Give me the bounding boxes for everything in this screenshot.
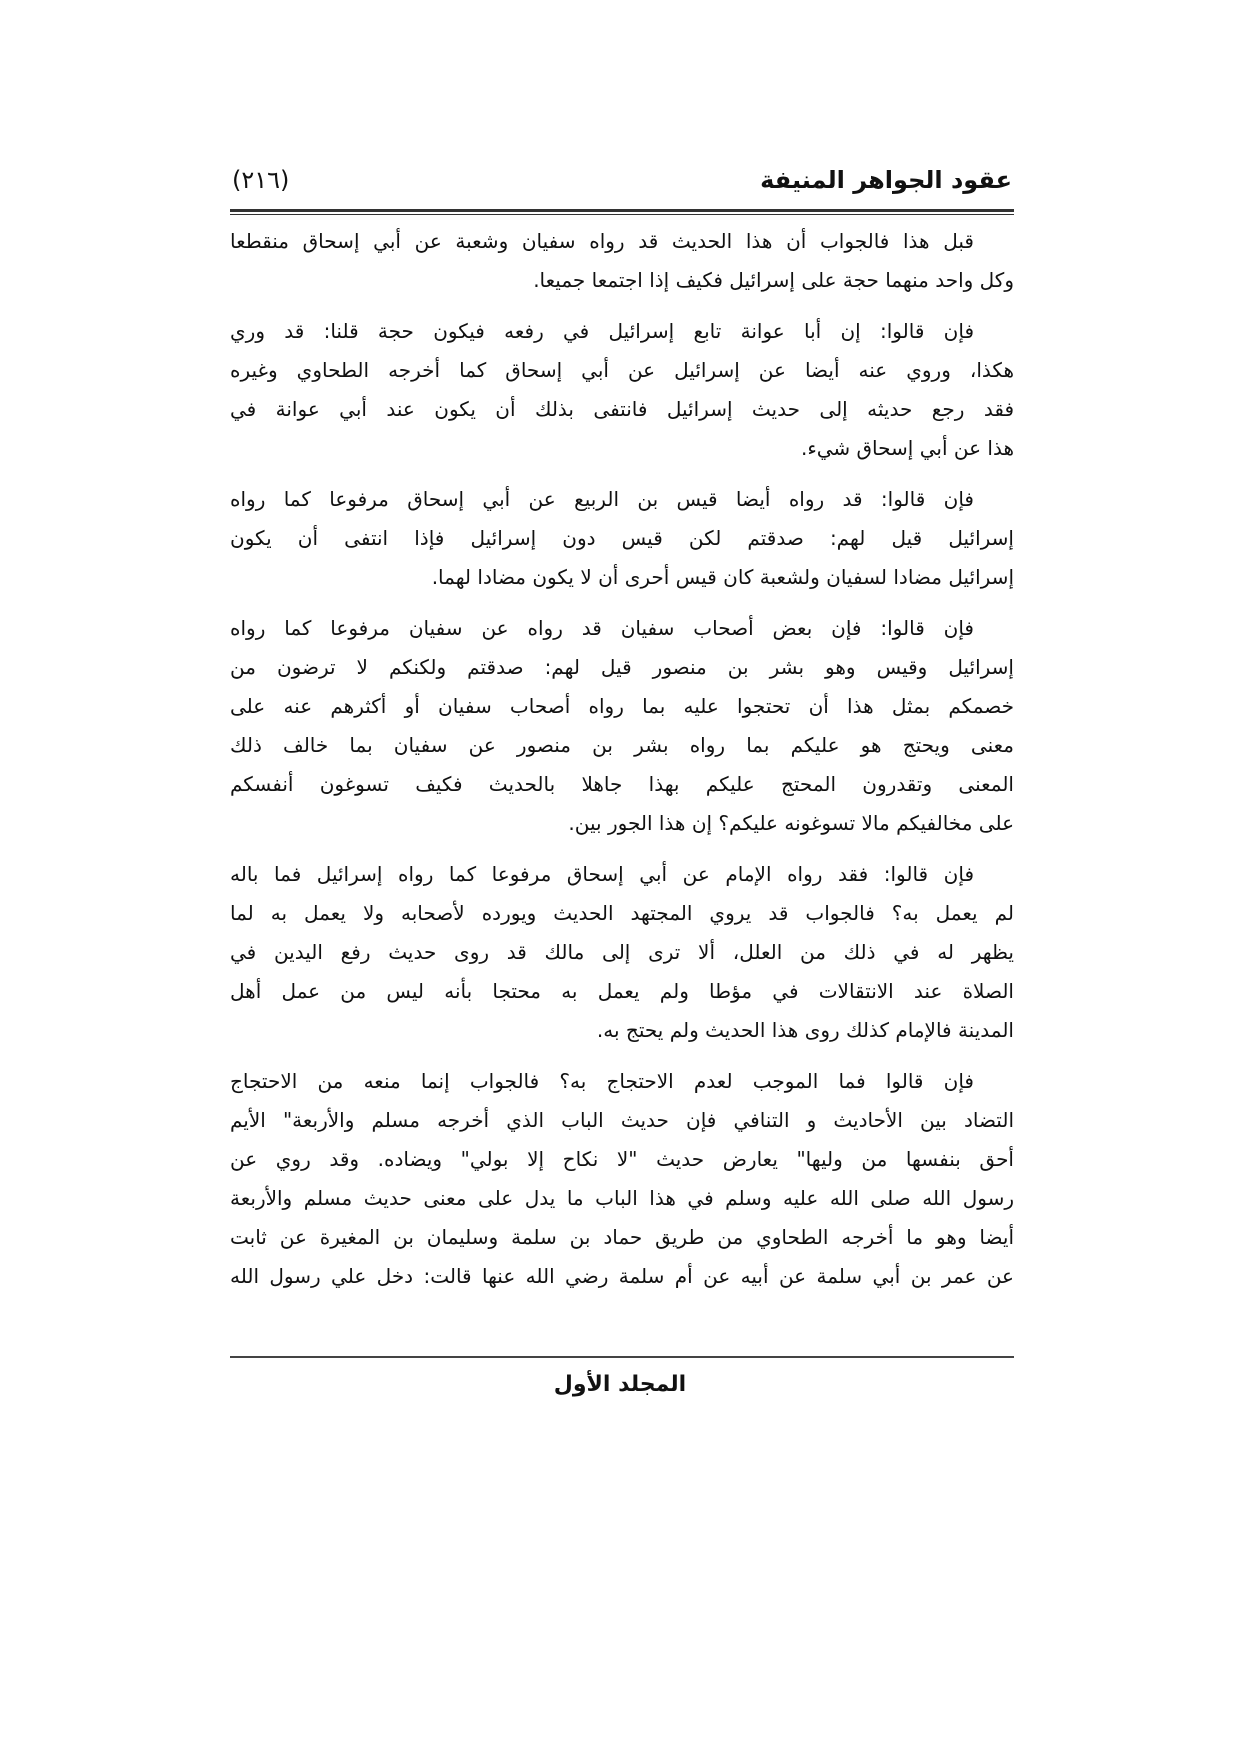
text-line: إسرائيل مضادا لسفيان ولشعبة كان قيس أحرى أن لا يكون مضادا لهما. (431, 565, 1014, 589)
text-line: خصمكم بمثل هذا أن تحتجوا عليه بما رواه أصحاب سفيان أو أكثرهم عنه على (230, 694, 1014, 718)
paragraph (230, 855, 1014, 1050)
body-text (230, 222, 1014, 1296)
text-line: المدينة فالإمام كذلك روى هذا الحديث ولم يحتج به. (596, 1018, 1014, 1042)
paragraph (230, 312, 1014, 468)
text-line: عن عمر بن أبي سلمة عن أبيه عن أم سلمة رضي الله عنها قالت: دخل علي رسول الله (230, 1264, 1014, 1288)
text-line: يظهر له في ذلك من العلل، ألا ترى إلى مالك قد روى حديث رفع اليدين في (230, 940, 1014, 964)
paragraph (230, 1062, 1014, 1296)
paragraph (230, 480, 1014, 597)
text-line: معنى ويحتج هو عليكم بما رواه بشر بن منصور عن سفيان بما خالف ذلك (230, 733, 1014, 757)
text-line: فإن قالوا: فإن بعض أصحاب سفيان قد رواه عن سفيان مرفوعا كما رواه (230, 616, 974, 640)
text-line: لم يعمل به؟ فالجواب قد يروي المجتهد الحديث ويورده لأصحابه ولا يعمل به لما (230, 901, 1014, 925)
text-line: المعنى وتقدرون المحتج عليكم بهذا جاهلا بالحديث فكيف تسوغون أنفسكم (230, 772, 1014, 796)
text-line: على مخالفيكم مالا تسوغونه عليكم؟ إن هذا الجور بين. (568, 811, 1014, 835)
text-line: قبل هذا فالجواب أن هذا الحديث قد رواه سفيان وشعبة عن أبي إسحاق منقطعا (230, 229, 974, 253)
header-rule (230, 209, 1014, 212)
volume-label: المجلد الأول (553, 1372, 687, 1397)
text-line: هذا عن أبي إسحاق شيء. (800, 436, 1014, 460)
text-line: هكذا، وروي عنه أيضا عن إسرائيل عن أبي إسحاق كما أخرجه الطحاوي وغيره (230, 358, 1014, 382)
text-line: فإن قالوا: إن أبا عوانة تابع إسرائيل في رفعه فيكون حجة قلنا: قد وري (230, 319, 974, 343)
text-line: أحق بنفسها من وليها" يعارض حديث "لا نكاح إلا بولي" ويضاده. وقد روي عن (230, 1147, 1014, 1171)
header-rule-thin (230, 214, 1014, 215)
paragraph (230, 609, 1014, 843)
text-line: إسرائيل وقيس وهو بشر بن منصور قيل لهم: صدقتم ولكنكم لا ترضون من (230, 655, 1014, 679)
text-line: الصلاة عند الانتقالات في مؤطا ولم يعمل به محتجا بأنه ليس من عمل أهل (230, 979, 1014, 1003)
text-line: التضاد بين الأحاديث و التنافي فإن حديث الباب الذي أخرجه مسلم والأربعة" الأيم (230, 1108, 1014, 1132)
text-line: فإن قالوا: فقد رواه الإمام عن أبي إسحاق مرفوعا كما رواه إسرائيل فما باله (230, 862, 974, 886)
footer-rule (230, 1356, 1014, 1358)
page-number: (٢١٦) (232, 166, 290, 194)
text-line: وكل واحد منهما حجة على إسرائيل فكيف إذا اجتمعا جميعا. (533, 268, 1014, 292)
text-line: فقد رجع حديثه إلى حديث إسرائيل فانتفى بذلك أن يكون عند أبي عوانة في (230, 397, 1014, 421)
text-line: أيضا وهو ما أخرجه الطحاوي من طريق حماد بن سلمة وسليمان بن المغيرة عن ثابت (230, 1225, 1014, 1249)
text-line: إسرائيل قيل لهم: صدقتم لكن قيس دون إسرائيل فإذا انتفى أن يكون (230, 526, 1014, 550)
text-line: فإن قالوا فما الموجب لعدم الاحتجاج به؟ فالجواب إنما منعه من الاحتجاج (230, 1069, 974, 1093)
paragraph (230, 222, 1014, 300)
book-title: عقود الجواهر المنيفة (760, 166, 1012, 194)
text-line: فإن قالوا: قد رواه أيضا قيس بن الربيع عن أبي إسحاق مرفوعا كما رواه (230, 487, 974, 511)
text-line: رسول الله صلى الله عليه وسلم في هذا الباب ما يدل على معنى حديث مسلم والأربعة (230, 1186, 1014, 1210)
